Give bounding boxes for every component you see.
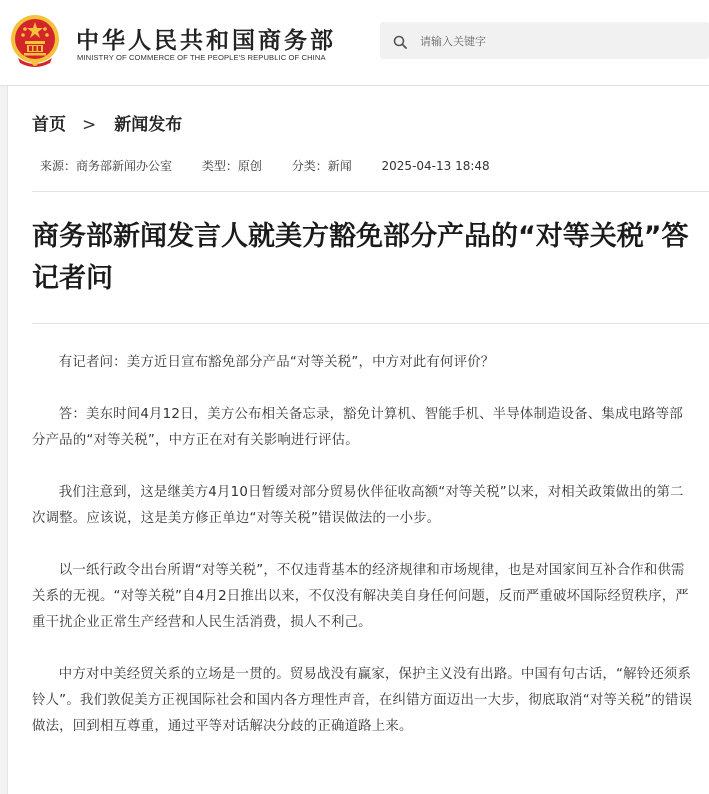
breadcrumb-home-link[interactable]: 首页 <box>32 115 66 135</box>
article-paragraph: 中方对中美经贸关系的立场是一贯的。贸易战没有赢家，保护主义没有出路。中国有句古话，“解铃还须系铃人”。我们敦促美方正视国际社会和国内各方理性声音，在纠错方面迈出一大步，彻底取消“对等关税”的错误做法，回到相互尊重，通过平等对话解决分歧的正确道路上来。 <box>32 667 693 734</box>
site-header <box>0 0 709 85</box>
article-body <box>32 350 694 766</box>
meta-category: 分类：新闻 <box>291 159 352 173</box>
site-name[interactable]: 中华人民共和国商务部 <box>76 28 336 54</box>
article-paragraph: 以一纸行政令出台所谓“对等关税”，不仅违背基本的经济规律和市场规律，也是对国家间互补合作和供需关系的无视。“对等关税”自4月2日推出以来，不仅没有解决美自身任何问题，反而严重破坏国际经贸秩序，严重干扰企业正常生产经营和人民生活消费，损人不利己。 <box>32 563 689 630</box>
article-title: 商务部新闻发言人就美方豁免部分产品的“对等关税”答记者问 <box>32 221 689 294</box>
article-paragraph: 我们注意到，这是继美方4月10日暂缓对部分贸易伙伴征收高额“对等关税”以来，对相关政策做出的第二次调整。应该说，这是美方修正单边“对等关税”错误做法的一小步。 <box>32 485 684 526</box>
meta-datetime: 2025-04-13 18:48 <box>381 159 490 173</box>
breadcrumb <box>32 110 182 135</box>
breadcrumb-separator: > <box>82 115 97 135</box>
article-paragraph: 答：美东时间4月12日，美方公布相关备忘录，豁免计算机、智能手机、半导体制造设备、集成电路等部分产品的“对等关税”，中方正在对有关影响进行评估。 <box>32 407 683 448</box>
header-divider <box>0 85 709 86</box>
national-emblem-icon[interactable] <box>10 14 60 68</box>
site-name-english: MINISTRY OF COMMERCE OF THE PEOPLE'S REPUBLIC OF CHINA <box>77 53 326 62</box>
article-meta <box>40 157 516 174</box>
left-edge-panel <box>0 86 7 794</box>
breadcrumb-current-link[interactable]: 新闻发布 <box>114 115 183 135</box>
left-edge-border <box>7 86 8 794</box>
search-input[interactable]: 请输入关键字 <box>420 35 486 48</box>
article-paragraph: 有记者问：美方近日宣布豁免部分产品“对等关税”，中方对此有何评价？ <box>58 355 495 370</box>
meta-type: 类型：原创 <box>201 159 262 173</box>
meta-source: 来源：商务部新闻办公室 <box>40 159 173 173</box>
search-box[interactable] <box>380 22 709 59</box>
meta-divider <box>32 191 709 192</box>
search-icon[interactable] <box>393 34 407 48</box>
title-divider <box>32 323 709 324</box>
